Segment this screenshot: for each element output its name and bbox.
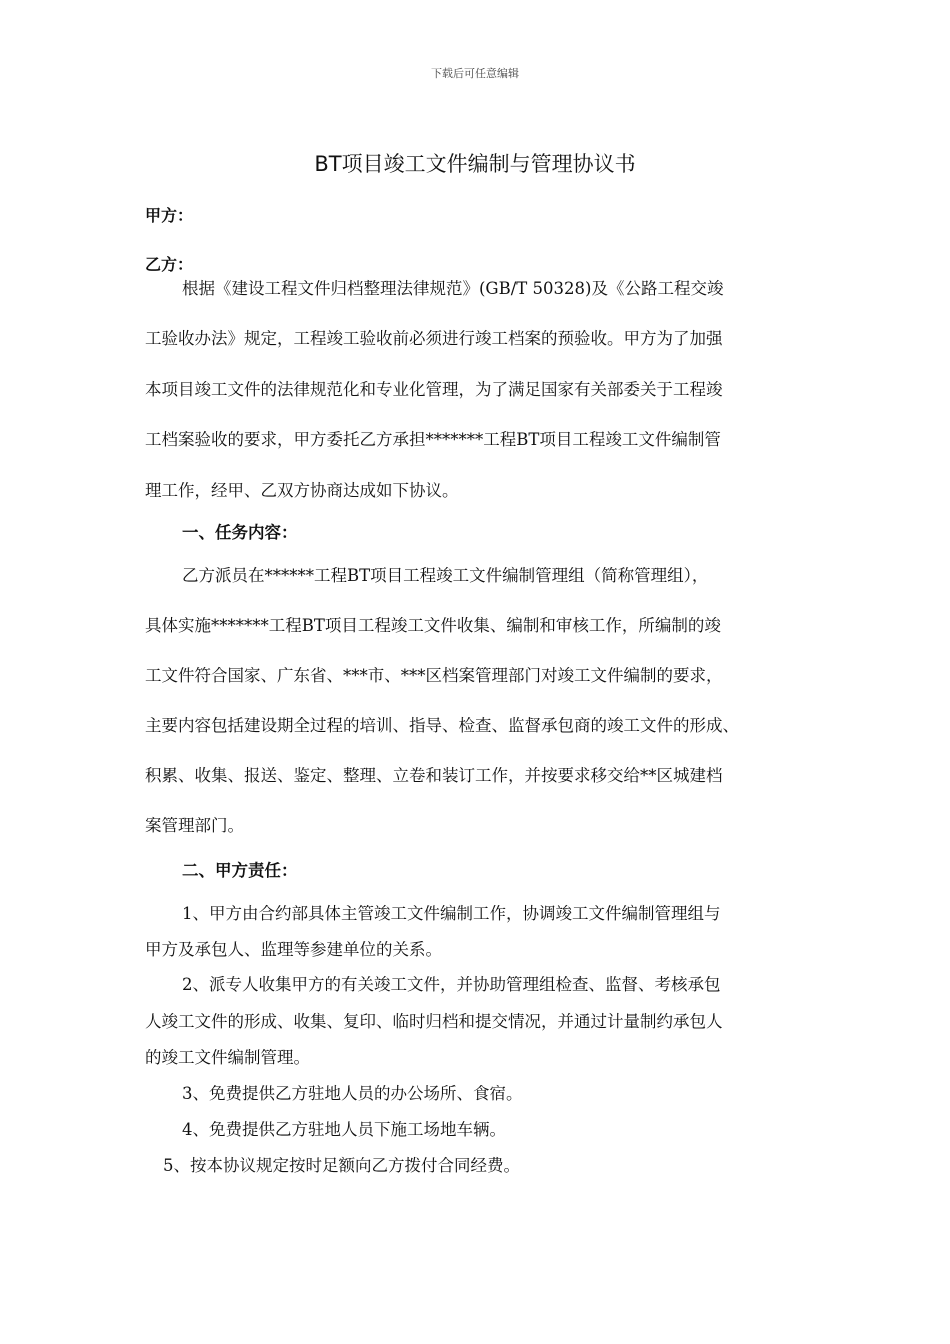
section2-line: 人竣工文件的形成、收集、复印、临时归档和提交情况，并通过计量制约承包人 [145,1012,723,1031]
document-title: BT项目竣工文件编制与管理协议书 [314,152,636,176]
section1-line: 案管理部门。 [145,816,244,835]
party-a-label: 甲方： [145,206,194,225]
intro-line: 本项目竣工文件的法律规范化和专业化管理，为了满足国家有关部委关于工程竣 [145,380,723,399]
intro-line: 根据《建设工程文件归档整理法律规范》(GB/T 50328)及《公路工程交竣 [182,279,724,298]
section2-line: 1、甲方由合约部具体主管竣工文件编制工作，协调竣工文件编制管理组与 [182,904,721,923]
section1-line: 乙方派员在******工程BT项目工程竣工文件编制管理组（简称管理组）， [182,566,709,585]
section-heading-tasks: 一、任务内容： [182,523,298,542]
section2-line: 的竣工文件编制管理。 [145,1048,310,1067]
section2-line: 5、按本协议规定按时足额向乙方拨付合同经费。 [163,1156,520,1175]
section1-line: 积累、收集、报送、鉴定、整理、立卷和装订工作，并按要求移交给**区城建档 [145,766,723,785]
section2-line: 3、免费提供乙方驻地人员的办公场所、食宿。 [182,1084,523,1103]
intro-line: 工验收办法》规定，工程竣工验收前必须进行竣工档案的预验收。甲方为了加强 [145,329,723,348]
intro-line: 工档案验收的要求，甲方委托乙方承担*******工程BT项目工程竣工文件编制管 [145,430,721,449]
section1-line: 具体实施*******工程BT项目工程竣工文件收集、编制和审核工作，所编制的竣 [145,616,721,635]
party-b-label: 乙方： [145,255,194,274]
section2-line: 2、派专人收集甲方的有关竣工文件，并协助管理组检查、监督、考核承包 [182,975,721,994]
section1-line: 工文件符合国家、广东省、***市、***区档案管理部门对竣工文件编制的要求， [145,666,723,685]
page-header-note: 下载后可任意编辑 [431,67,519,80]
section1-line: 主要内容包括建设期全过程的培训、指导、检查、监督承包商的竣工文件的形成、 [145,716,739,735]
intro-line: 理工作，经甲、乙双方协商达成如下协议。 [145,481,459,500]
section2-line: 甲方及承包人、监理等参建单位的关系。 [145,940,442,959]
section-heading-party-a-duties: 二、甲方责任： [182,861,298,880]
section2-line: 4、免费提供乙方驻地人员下施工场地车辆。 [182,1120,506,1139]
